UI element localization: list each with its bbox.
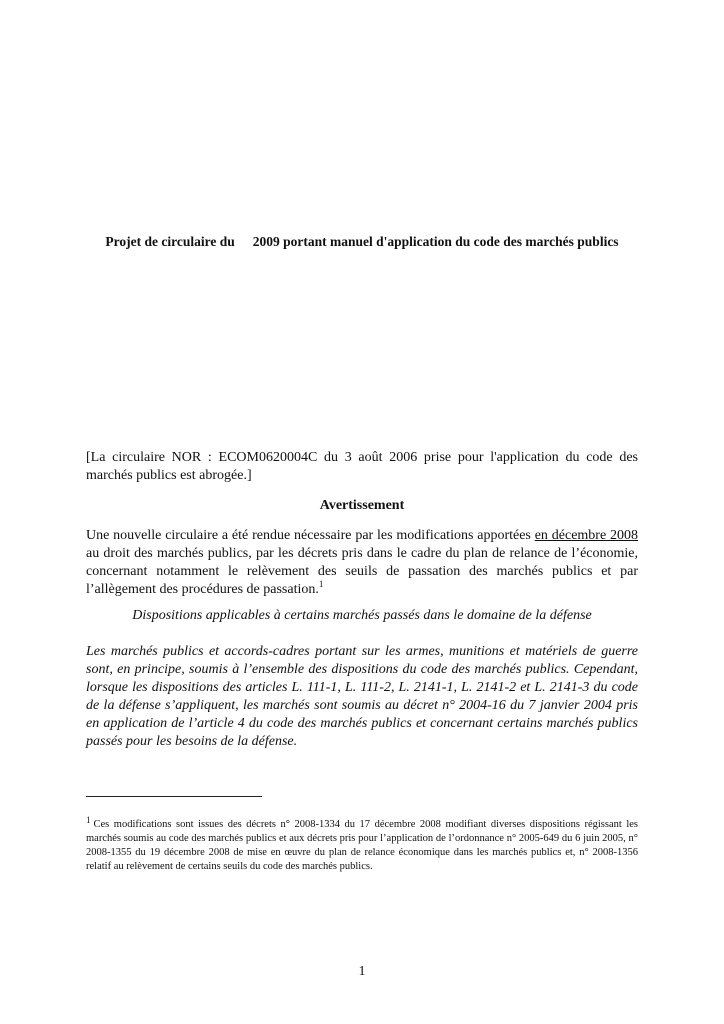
footnote-separator	[86, 796, 262, 797]
title-part-2: 2009 portant manuel d'application du code des marchés publics	[252, 234, 619, 249]
page-number: 1	[358, 964, 366, 979]
defense-paragraph: Les marchés publics et accords-cadres portant sur les armes, munitions et matériels de guerre sont, en principe, soumis à l’ensemble des dispositions du code des marchés publics. Cependant, lorsque les dispositions des articles L. 111-1, L. 111-2, L. 2141-1, L. 2141-2 et L. 2141-3 du code de la défense s’appliquent, les marchés sont soumis au décret n° 2004-16 du 7 janvier 2004 pris en application de l’article 4 du code des marchés publics et concernant certains marchés publics passés pour les besoins de la défense.	[86, 644, 638, 749]
footnote-text: Ces modifications sont issues des décrets n° 2008-1334 du 17 décembre 2008 modifiant diverses dispositions régissant les marchés soumis au code des marchés publics et aux décrets pris pour l’application de l’ordonnance n° 2005-649 du 6 juin 2005, n° 2008-1355 du 19 décembre 2008 de mise en œuvre du plan de relance économique dans les marchés publics et, n° 2008-1356 relatif au relèvement de certains seuils du code des marchés publics.	[86, 819, 638, 872]
intro-underlined-date: en décembre 2008	[534, 528, 639, 543]
footnote	[86, 815, 638, 874]
document-title	[86, 233, 638, 250]
title-part-1: Projet de circulaire du	[105, 234, 235, 249]
section-heading-avertissement: Avertissement	[319, 498, 405, 513]
intro-text-end: au droit des marchés publics, par les décrets pris dans le cadre du plan de relance de l’économie, concernant notamment le relèvement des seuils de passation des marchés publics et par l’allègement des procédures de passation.	[86, 546, 638, 597]
defense-subheading: Dispositions applicables à certains marchés passés dans le domaine de la défense	[132, 608, 592, 623]
abrogation-notice: [La circulaire NOR : ECOM0620004C du 3 août 2006 prise pour l'application du code des marchés publics est abrogée.]	[86, 450, 638, 483]
intro-text-start: Une nouvelle circulaire a été rendue nécessaire par les modifications apportées	[86, 528, 535, 543]
intro-paragraph	[86, 527, 638, 599]
footnote-number: 1	[86, 815, 91, 825]
footnote-reference: 1	[318, 579, 324, 589]
